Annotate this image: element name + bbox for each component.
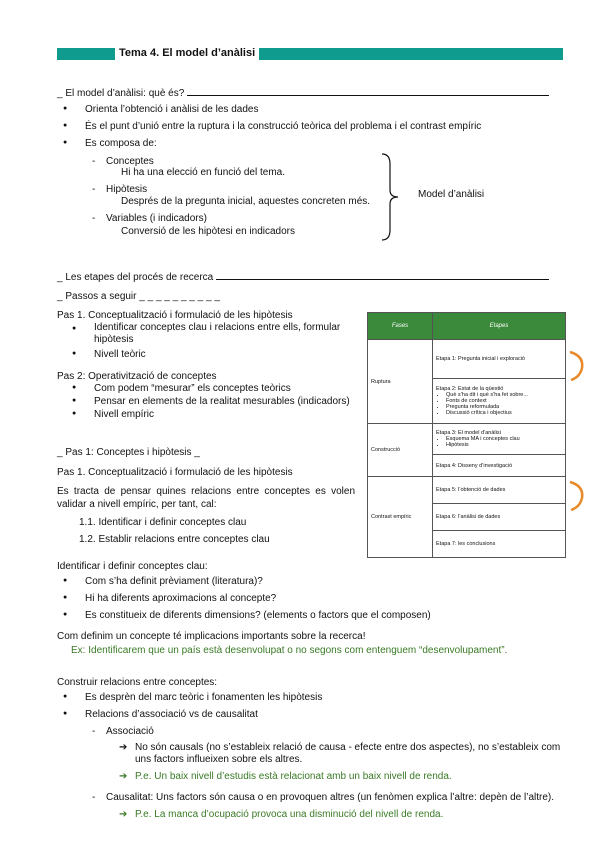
section-etapes-heading-text: _ Les etapes del procés de recerca [57,272,214,283]
section-model-heading-text: _ El model d’anàlisi: què és? [57,88,185,99]
fase-cell: Ruptura [368,340,433,424]
subsection-heading: Identificar i definir conceptes clau: [57,561,208,572]
arrow-item: ➔ P.e. Un baix nivell d’estudis està relacionat amb un baix nivell de renda. [135,771,452,782]
arrow-item: ➔ No són causals (no s’estableix relació de causa - efecte entre dos aspectes), no s’estableix com [135,742,560,753]
curved-arrow-icon [568,480,586,512]
list-item: ● Nivell teòric [94,349,146,360]
section-model-heading [57,86,549,99]
etapa-title: Etapa 2: Estat de la qüestió [436,386,504,392]
etapa-list-item: • Què s’ha dit i què s’ha fet sobre... [446,392,562,398]
pas1-section-heading: _ Pas 1: Conceptes i hipòtesis _ [57,447,200,458]
etapa-title: Etapa 3: El model d’anàlisi [436,430,501,436]
table-row [368,477,566,504]
step-item: 1.1. Identificar i definir conceptes clau [79,517,247,528]
list-item: ● Es composa de: [85,138,157,149]
curved-arrow-icon [568,350,586,382]
brace-label: Model d’anàlisi [418,189,485,200]
etapa-list-item: • Hipòtesis [446,442,562,448]
etapa-list [436,436,562,448]
etapa-cell: Etapa 1: Pregunta inicial i exploració [433,340,566,379]
relation-type: - Causalitat: Uns factors són causa o en provoquen altres (un fenòmen explica l’altre: depèn de l’altre). [106,792,554,803]
list-item: ● Es desprèn del marc teòric i fonamenten les hipòtesis [85,692,322,703]
component-desc: Després de la pregunta inicial, aquestes concreten més. [121,196,371,207]
brace-icon [380,152,400,242]
etapa-list-item: • Esquema MA i conceptes clau [446,436,562,442]
heading-underline [216,270,549,280]
list-item: ● Com podem “mesurar” els conceptes teòrics [94,383,291,394]
page-title: Tema 4. El model d’anàlisi [115,46,259,61]
arrow-item-cont: uns factors influeixen sobre els altres. [135,754,303,765]
pas1-title: Pas 1. Conceptualització i formulació de les hipòtesis [57,310,293,321]
table-row [368,424,566,455]
etapa-list-item: • Discussió crítica i objectius [446,410,562,416]
list-item: ● Nivell empíric [94,409,154,420]
etapa-cell: Etapa 4: Disseny d’investigació [433,455,566,477]
component-name: - Conceptes [106,156,154,167]
etapa-cell: Etapa 5: l’obtenció de dades [433,477,566,504]
list-item: ● Hi ha diferents aproximacions al concepte? [85,593,276,604]
component-name: - Hipòtesis [106,184,147,195]
etapa-list-item: • Pregunta reformulada [446,404,562,410]
list-item: ● Orienta l’obtenció i anàlisi de les dades [85,104,258,115]
pas1-title: Pas 1. Conceptualització i formulació de les hipòtesis [57,467,293,478]
passos-heading: _ Passos a seguir _ _ _ _ _ _ _ _ _ _ [57,291,220,302]
example-text: Ex: Identificarem que un país està desenvolupat o no segons com entenguem “desenvolupament”. [71,645,508,656]
etapa-list [436,392,562,416]
list-item: ● Com s’ha definit prèviament (literatura)? [85,576,263,587]
fase-cell: Contrast empíric [368,477,433,558]
step-item: 1.2. Establir relacions entre conceptes clau [79,534,270,545]
component-name: - Variables (i indicadors) [106,213,207,224]
table-row [368,340,566,379]
paragraph: Es tracta de pensar quines relacions entre conceptes es volen validar a nivell empíric, per tant, cal: [57,486,355,510]
heading-underline [187,86,549,96]
table-header: Fases [368,313,433,340]
implication-text: Com definim un concepte té implicacions importants sobre la recerca! [57,631,366,642]
table-header-row [368,313,566,340]
fase-cell: Construcció [368,424,433,477]
relation-type: - Associació [106,726,154,737]
etapa-cell: Etapa 6: l’anàlisi de dades [433,504,566,531]
etapa-cell [433,424,566,455]
component-desc: Conversió de les hipòtesi en indicadors [121,226,295,237]
list-item: ● Identificar conceptes clau i relacions entre ells, formular hipòtesis [94,322,356,346]
pas2-title: Pas 2: Operativització de conceptes [57,371,217,382]
list-item: ● És el punt d’unió entre la ruptura i la construcció teòrica del problema i el contrast empíric [85,121,481,132]
list-item: ● Pensar en elements de la realitat mesurables (indicadors) [94,396,350,407]
section-etapes-heading [57,270,549,283]
subsection-heading: Construir relacions entre conceptes: [57,677,218,688]
list-item: ● Es constitueix de diferents dimensions? (elements o factors que el composen) [85,610,431,621]
fases-etapes-table [367,312,566,558]
etapa-list-item: • Fonts de context [446,398,562,404]
list-item: ● Relacions d’associació vs de causalitat [85,709,258,720]
table-header: Etapes [433,313,566,340]
component-desc: Hi ha una elecció en funció del tema. [121,167,285,178]
etapa-cell: Etapa 7: les conclusions [433,531,566,558]
etapa-cell [433,379,566,424]
arrow-item: ➔ P.e. La manca d’ocupació provoca una disminució del nivell de renda. [135,809,443,820]
